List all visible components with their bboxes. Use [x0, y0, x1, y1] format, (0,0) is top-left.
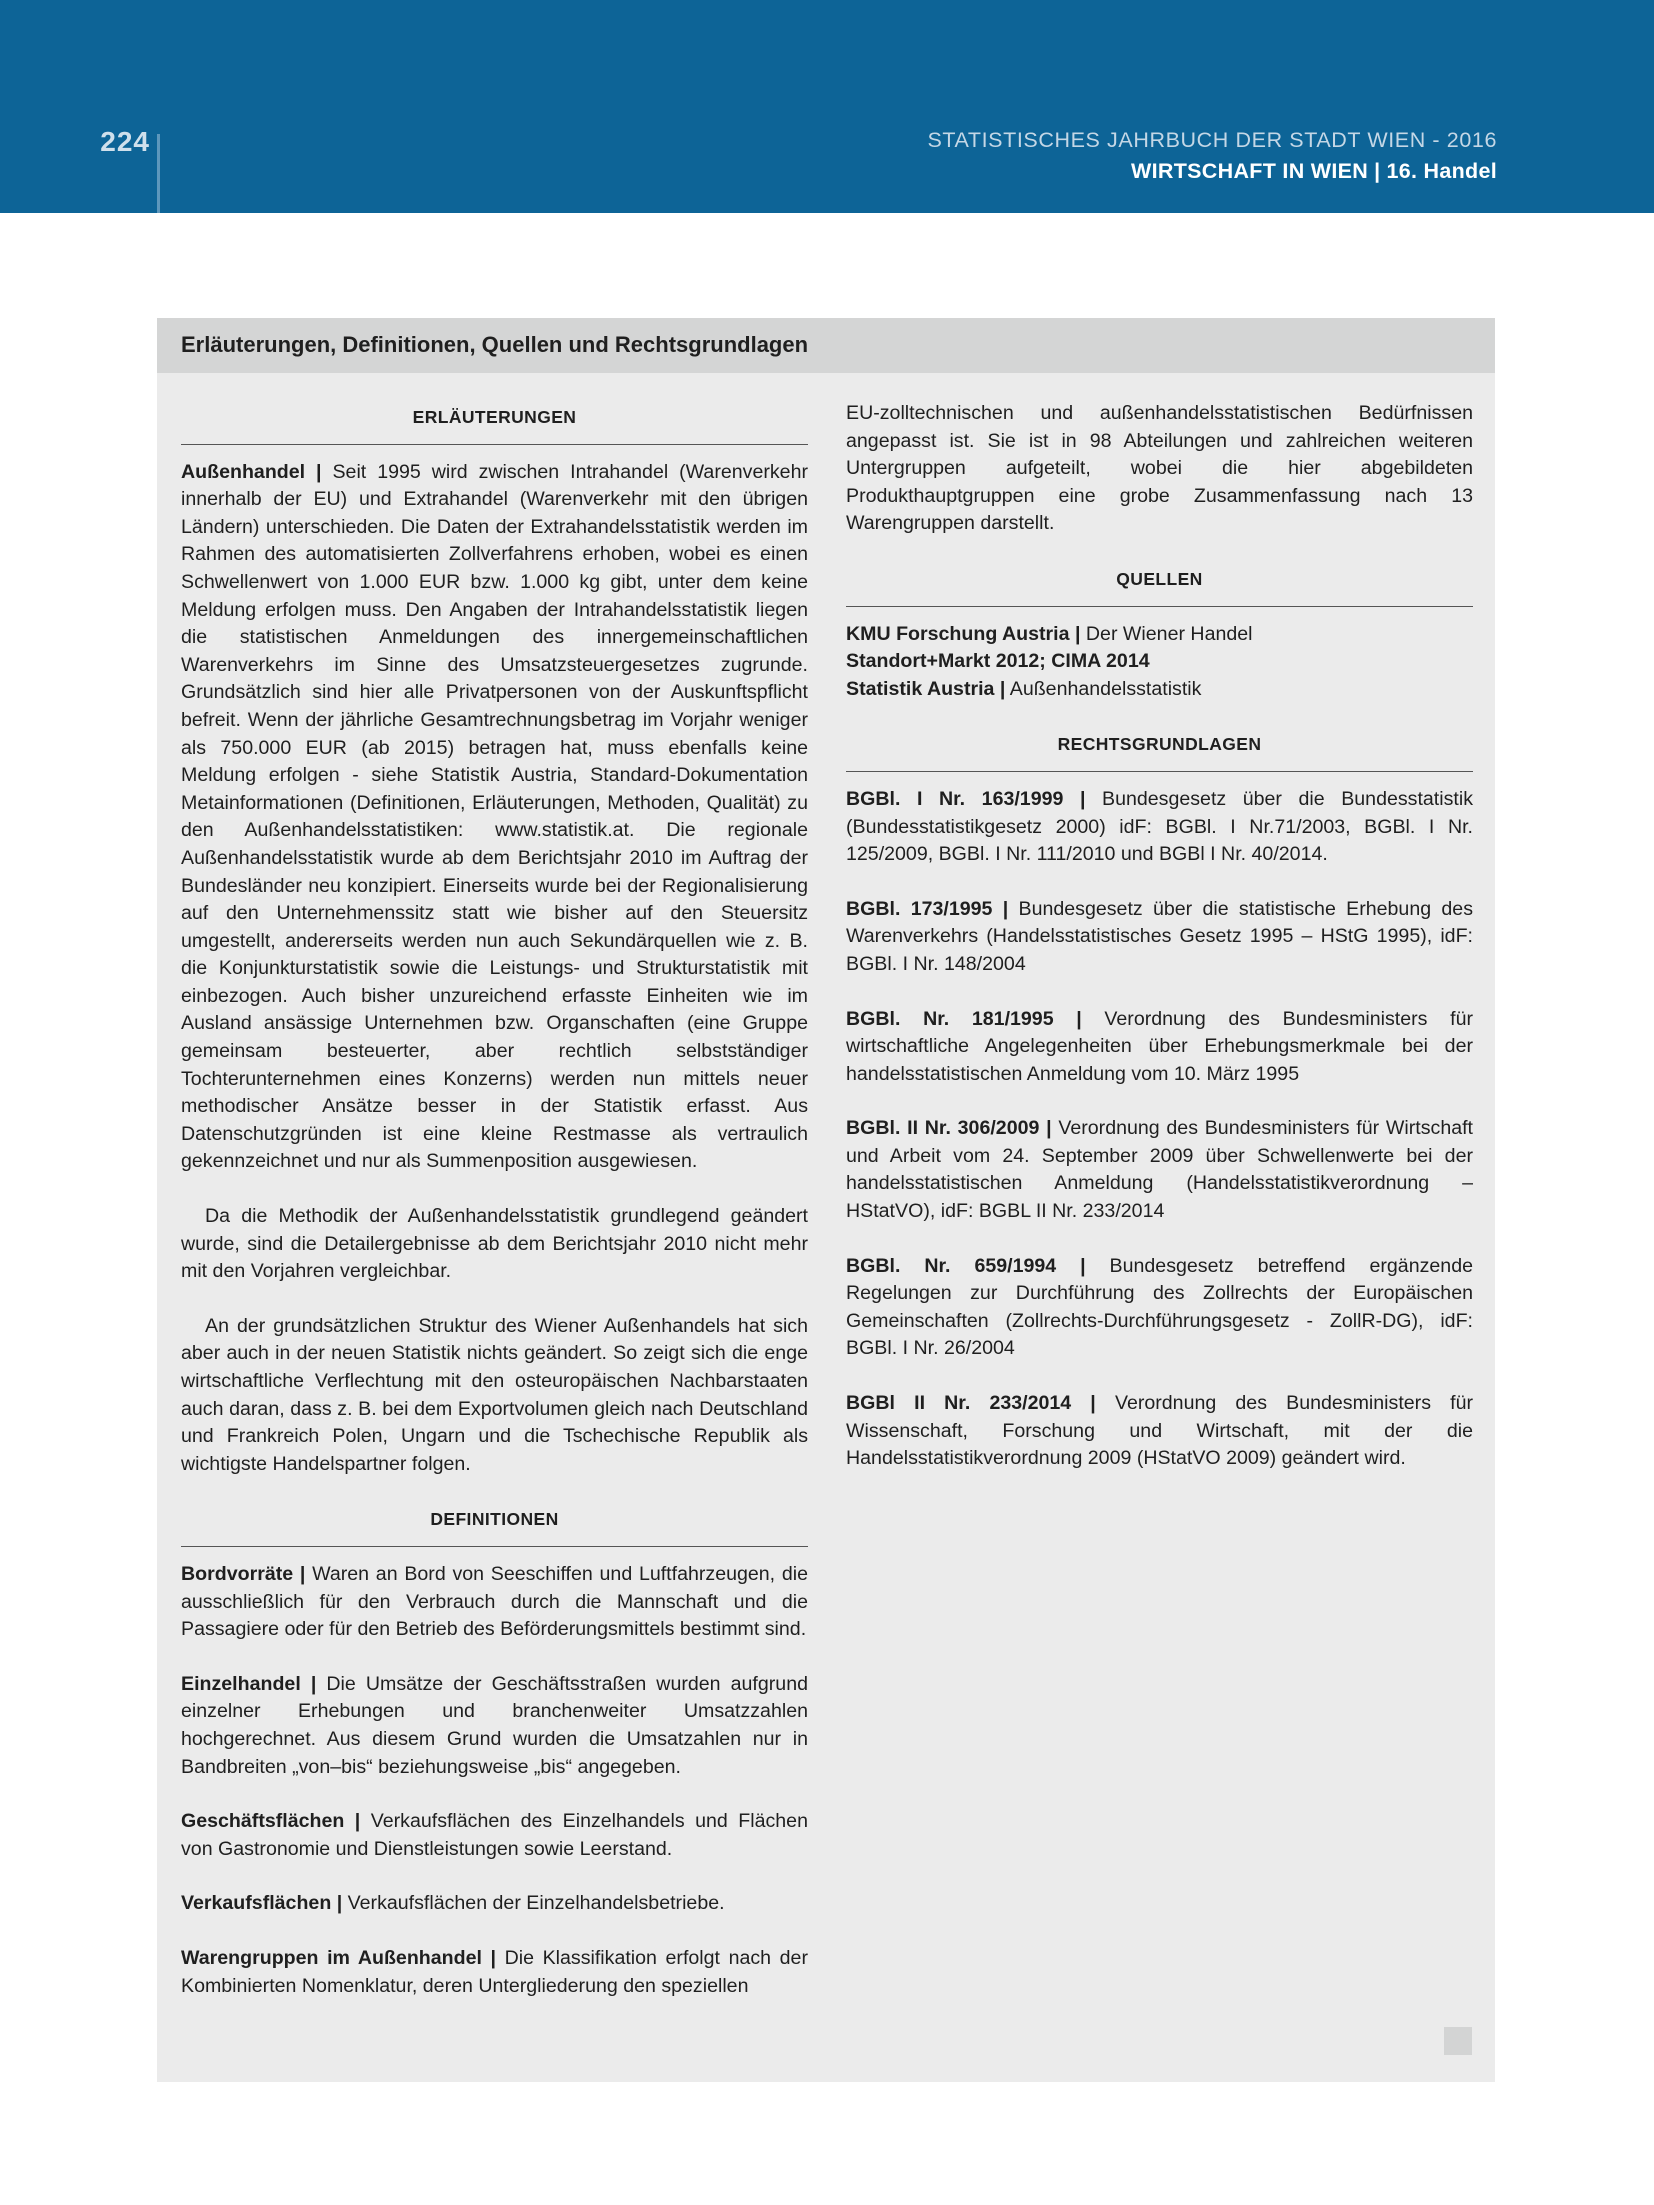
header-divider: [157, 134, 160, 213]
header-titles: [927, 128, 1497, 184]
right-column: [846, 400, 1473, 1473]
law-term: BGBl. Nr. 659/1994 |: [846, 1254, 1086, 1277]
law-text: Bundesgesetz über die statistische Erhebung des Warenverkehrs (Handelsstatistisches Gesetz 1995 – HStG 1995), idF: BGBl. I Nr. 148/2004: [846, 897, 1473, 975]
section-line: [927, 159, 1497, 184]
source-text: Der Wiener Handel: [1085, 622, 1253, 645]
law-item: [846, 786, 1473, 869]
definitionen-heading: DEFINITIONEN: [181, 1506, 808, 1547]
definition-text: Waren an Bord von Seeschiffen und Luftfahrzeugen, die ausschließlich für den Verbrauch durch die Mannschaft und die Passagiere oder für den Betrieb des Beförderungsmittels bestimmt sind.: [181, 1562, 808, 1641]
law-term: BGBl. Nr. 181/1995 |: [846, 1007, 1082, 1030]
erlaeuterungen-paragraph-3: An der grundsätzlichen Struktur des Wiener Außenhandels hat sich aber auch in der neuen Statistik nichts geändert. So zeigt sich die enge wirtschaftliche Verflechtung mit den osteuropäischen Nachbarstaaten auch daran, dass z. B. bei dem Exportvolumen gleich nach Deutschland und Frankreich Polen, Ungarn und die Tschechische Republik als wichtigste Handelspartner folgen.: [181, 1314, 808, 1475]
definition-term: Verkaufsflächen |: [181, 1892, 343, 1915]
definition-item: [181, 1671, 808, 1781]
box-title-bar: [157, 318, 1495, 373]
source-term: Statistik Austria |: [846, 677, 1006, 700]
section-name: WIRTSCHAFT IN WIEN: [1131, 159, 1369, 183]
law-term: BGBl II Nr. 233/2014 |: [846, 1392, 1096, 1415]
box-title: Erläuterungen, Definitionen, Quellen und Rechtsgrundlagen: [181, 332, 809, 357]
definition-item: [181, 1808, 808, 1863]
source-term: Standort+Markt 2012; CIMA 2014: [846, 650, 1150, 673]
definition-item: [181, 1945, 808, 2000]
page-header: [0, 0, 1654, 213]
definition-term: Außenhandel |: [181, 460, 322, 483]
definition-term: Bordvorräte |: [181, 1562, 306, 1585]
law-text: Verordnung des Bundesministers für wirtschaftliche Angelegenheiten über Erhebungsmerkmale bei der handelsstatistischen Anmeldung vom 10. März 1995: [846, 1007, 1473, 1085]
section-separator: |: [1374, 159, 1381, 183]
definition-term: Warengruppen im Außenhandel |: [181, 1946, 497, 1969]
definition-term: Geschäftsflächen |: [181, 1810, 361, 1833]
definition-text: Die Klassifikation erfolgt nach der Kombinierten Nomenklatur, deren Untergliederung den speziellen: [181, 1946, 808, 1997]
definition-item: [181, 1890, 808, 1918]
law-term: BGBl. 173/1995 |: [846, 897, 1009, 920]
source-item: [846, 676, 1473, 704]
source-item: [846, 648, 1473, 676]
yearbook-title: STATISTISCHES JAHRBUCH DER STADT WIEN - 2016: [927, 128, 1497, 152]
law-text: Bundesgesetz betreffend ergänzende Regelungen zur Durchführung des Zollrechts der Europäischen Gemeinschaften (Zollrechts-Durchführungsgesetz - ZollR-DG), idF: BGBl. I Nr. 26/2004: [846, 1254, 1473, 1360]
definition-text: Verkaufsflächen des Einzelhandels und Flächen von Gastronomie und Dienstleistungen sowie Leerstand.: [181, 1810, 808, 1860]
source-text: Außenhandelsstatistik: [1009, 677, 1202, 700]
definition-term: Einzelhandel |: [181, 1672, 317, 1695]
chapter-name: 16. Handel: [1386, 159, 1497, 183]
law-term: BGBl. II Nr. 306/2009 |: [846, 1117, 1052, 1140]
law-term: BGBl. I Nr. 163/1999 |: [846, 787, 1086, 810]
law-text: Bundesgesetz über die Bundesstatistik (Bundesstatistikgesetz 2000) idF: BGBl. I Nr.71/2003, BGBl. I Nr. 125/2009, BGBl. I Nr. 111/2010 und BGBl I Nr. 40/2014.: [846, 787, 1473, 866]
quellen-heading: QUELLEN: [846, 566, 1473, 607]
source-term: KMU Forschung Austria |: [846, 622, 1081, 645]
content-box: [157, 318, 1495, 2082]
definition-text: Die Umsätze der Geschäftsstraßen wurden aufgrund einzelner Erhebungen und branchenweiter Umsatzzahlen hochgerechnet. Aus diesem Grund wurden die Umsatzahlen nur in Bandbreiten „von–bis“ beziehungsweise „bis“ angegeben.: [181, 1672, 808, 1778]
definition-item: [181, 1561, 808, 1644]
law-item: [846, 896, 1473, 979]
page-number: 224: [100, 126, 150, 157]
law-text: Verordnung des Bundesministers für Wissenschaft, Forschung und Wirtschaft, mit der die Handelsstatistikverordnung 2009 (HStatVO 2009) geändert wird.: [846, 1392, 1473, 1470]
erlaeuterungen-paragraph-2: Da die Methodik der Außenhandelsstatistik grundlegend geändert wurde, sind die Detailergebnisse ab dem Berichtsjahr 2010 nicht mehr mit den Vorjahren vergleichbar.: [181, 1205, 808, 1283]
definition-text: Verkaufsflächen der Einzelhandelsbetriebe.: [347, 1892, 725, 1915]
law-item: [846, 1115, 1473, 1225]
definition-text: Seit 1995 wird zwischen Intrahandel (Warenverkehr innerhalb der EU) und Extrahandel (Warenverkehr mit den übrigen Ländern) unterschieden. Die Daten der Extrahandelsstatistik werden im Rahmen des automatisierten Zollverfahrens erhoben, wobei es einen Schwellenwert von 1.000 EUR bzw. 1.000 kg gibt, unter dem keine Meldung erfolgen muss. Den Angaben der Intrahandelsstatistik liegen die statistischen Anmeldungen des innergemeinschaftlichen Warenverkehrs im Sinne des Umsatzsteuergesetzes zugrunde. Grundsätzlich sind hier alle Privatpersonen von der Auskunftspflicht befreit. Wenn der jährliche Gesamtrechnungsbetrag im Vorjahr weniger als 750.000 EUR (ab 2015) betragen hat, muss ebenfalls keine Meldung erfolgen - siehe Statistik Austria, Standard-Dokumentation Metainformationen (Definitionen, Erläuterungen, Methoden, Qualität) zu den Außenhandelsstatistiken: www.statistik.at. Die regionale Außenhandelsstatistik wurde ab dem Berichtsjahr 2010 im Auftrag der Bundesländer neu konzipiert. Einerseits wurde bei der Regionalisierung auf den Unternehmenssitz statt wie bisher auf den Steuersitz umgestellt, andererseits werden nun auch Sekundärquellen wie z. B. die Konjunkturstatistik sowie die Leistungs- und Strukturstatistik mit einbezogen. Auch bisher unzureichend erfasste Einheiten wie im Ausland ansässige Unternehmen bzw. Organschaften (eine Gruppe gemeinsam besteuerter, aber rechtlich selbstständiger Tochterunternehmen eines Konzerns) werden nun mittels neuer methodischer Ansätze besser in der Statistik erfasst. Aus Datenschutzgründen ist eine kleine Restmasse als vertraulich gekennzeichnet und nur als Summenposition ausgewiesen.: [181, 460, 808, 1173]
rechtsgrundlagen-heading: RECHTSGRUNDLAGEN: [846, 731, 1473, 772]
erlaeuterungen-paragraph-1: [181, 459, 808, 1176]
left-column: [181, 404, 808, 2000]
source-item: [846, 621, 1473, 649]
page-marker: [1444, 2027, 1472, 2055]
erlaeuterungen-heading: ERLÄUTERUNGEN: [181, 404, 808, 445]
law-item: [846, 1390, 1473, 1473]
definition-continuation: EU-zolltechnischen und außenhandelsstatistischen Bedürfnissen angepasst ist. Sie ist in 98 Abteilungen und zahlreichen weiteren Untergruppen aufgeteilt, wobei die hier abgebildeten Produkthauptgruppen eine grobe Zusammenfassung nach 13 Warengruppen darstellt.: [846, 402, 1473, 535]
law-text: Verordnung des Bundesministers für Wirtschaft und Arbeit vom 24. September 2009 über Schwellenwerte bei der handelsstatistischen Anmeldung (Handelsstatistikverordnung – HStatVO), idF: BGBL II Nr. 233/2014: [846, 1117, 1474, 1223]
law-item: [846, 1253, 1473, 1363]
law-item: [846, 1006, 1473, 1089]
